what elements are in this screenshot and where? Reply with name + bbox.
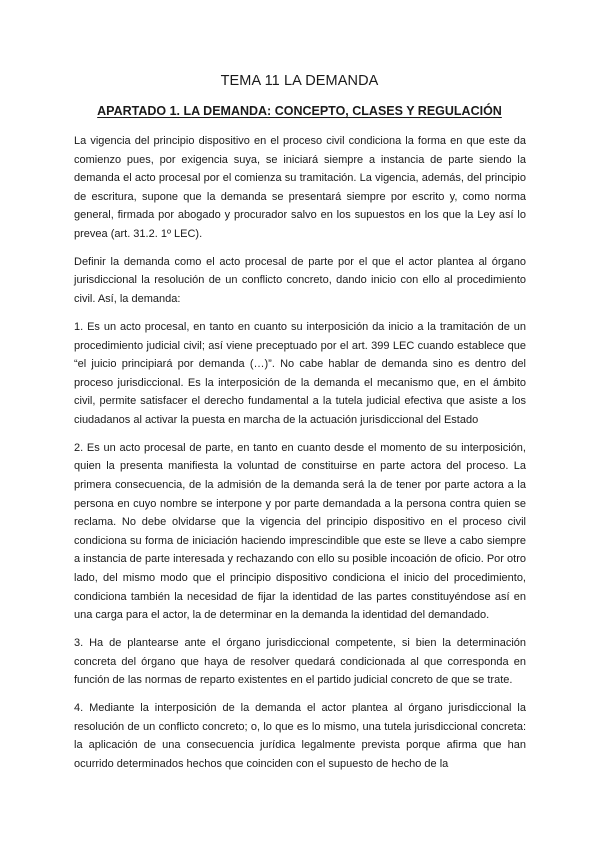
paragraph-point-3: 3. Ha de plantearse ante el órgano jurisdiccional competente, si bien la determinación concreta del órgano que haya de resolver quedará condicionada al que corresponda en función de las normas de reparto existentes en el partido judicial concreto de que se trate. <box>74 637 526 687</box>
document-body <box>74 132 526 783</box>
paragraph-point-2: 2. Es un acto procesal de parte, en tanto en cuanto desde el momento de su interposición, quien la presenta manifiesta la voluntad de constituirse en parte actora del proceso. La primera consecuencia, de la admisión de la demanda será la de tener por parte actora a la persona en cuyo nombre se interpone y por parte demandada a la persona contra quien se reclama. No debe olvidarse que la vigencia del principio dispositivo en el proceso civil condiciona su forma de iniciación haciendo imprescindible que este se lleve a cabo siempre a instancia de parte interesada y rechazando con ello su posible incoación de oficio. Por otro lado, del mismo modo que el principio dispositivo condiciona el inicio del procedimiento, condiciona también la necesidad de fijar la identidad de las partes constituyéndose así en una carga para el actor, la de determinar en la demanda la identidad del demandado. <box>74 441 526 622</box>
paragraph-intro: La vigencia del principio dispositivo en el proceso civil condiciona la forma en que este da comienzo pues, por exigencia suya, se iniciará siempre a instancia de parte siendo la demanda el acto procesal por el comienza su tramitación. La vigencia, además, del principio de escritura, supone que la demanda se presentará siempre por escrito y, como norma general, firmada por abogado y procurador salvo en los supuestos en los que la Ley así lo prevea (art. 31.2. 1º LEC). <box>74 135 526 240</box>
paragraph-point-1: 1. Es un acto procesal, en tanto en cuanto su interposición da inicio a la tramitación de un procedimiento judicial civil; así viene preceptuado por el art. 399 LEC cuando establece que “el juicio principiará por demanda (…)”. No cabe hablar de demanda sino es dentro del proceso jurisdiccional. Es la interposición de la demanda el mecanismo que, en el ámbito civil, permite satisfacer el derecho fundamental a la tutela judicial efectiva que asiste a los ciudadanos al activar la puesta en marcha de la actuación jurisdiccional del Estado <box>74 320 526 426</box>
paragraph-point-4: 4. Mediante la interposición de la demanda el actor plantea al órgano jurisdiccional la resolución de un conflicto concreto; o, lo que es lo mismo, una tutela jurisdiccional concreta: la aplicación de una consecuencia jurídica legalmente prevista porque afirma que han ocurrido determinados hechos que coinciden con el supuesto de hecho de la <box>74 702 526 770</box>
paragraph-definition: Definir la demanda como el acto procesal de parte por el que el actor plantea al órgano jurisdiccional la resolución de un conflicto concreto, dando inicio con ello al procedimiento civil. Así, la demanda: <box>74 255 526 306</box>
document-title: TEMA 11 LA DEMANDA <box>220 73 379 89</box>
section-heading: APARTADO 1. LA DEMANDA: CONCEPTO, CLASES Y REGULACIÓN <box>97 104 502 118</box>
